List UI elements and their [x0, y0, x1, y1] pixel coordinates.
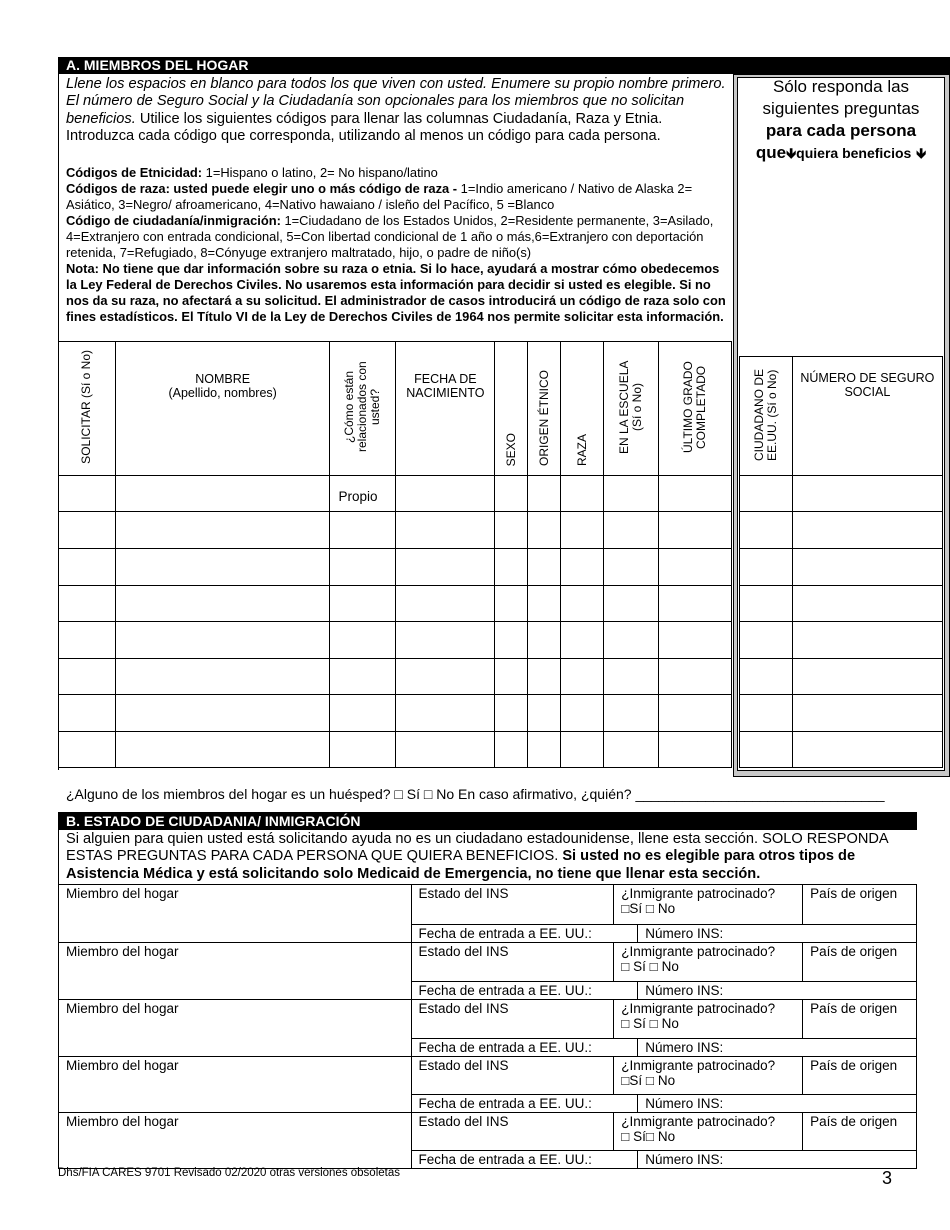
member-field[interactable]	[59, 885, 412, 943]
cell-ethnic[interactable]	[528, 732, 561, 768]
ins-status-field[interactable]	[411, 943, 614, 982]
cell-ethnic[interactable]	[528, 659, 561, 695]
guest-question[interactable]: ¿Alguno de los miembros del hogar es un huésped? □ Sí □ No En caso afirmativo, ¿quién? ________________________________	[66, 786, 885, 802]
cell-school[interactable]	[604, 512, 659, 549]
cell-race[interactable]	[561, 659, 604, 695]
member-field[interactable]	[59, 943, 412, 1000]
benefits-table	[739, 356, 943, 768]
cell-name[interactable]	[115, 476, 330, 512]
entry-date-field[interactable]	[411, 1039, 638, 1057]
benefits-row	[740, 549, 943, 586]
entry-date-field[interactable]	[411, 925, 638, 943]
cell-dob[interactable]	[396, 476, 495, 512]
section-b-instructions	[66, 831, 914, 883]
ins-number-field[interactable]	[638, 925, 917, 943]
header-dob-label: FECHA DE NACIMIENTO	[406, 372, 485, 400]
cell-school[interactable]	[604, 695, 659, 732]
cell-citizen[interactable]	[740, 732, 793, 768]
header-apply-label: SOLICITAR (Sí o No)	[79, 350, 94, 464]
sponsored-yes-no-checkbox[interactable]: □Sí □ No	[621, 901, 676, 916]
cell-ssn[interactable]	[792, 586, 942, 622]
entry-date-label: Fecha de entrada a EE. UU.:	[418, 1152, 592, 1167]
household-row	[59, 476, 732, 512]
sponsored-label: ¿Inmigrante patrocinado?	[621, 886, 776, 901]
ins-number-field[interactable]	[638, 1095, 917, 1113]
side-line-1: Sólo responda las siguientes preguntas	[762, 77, 920, 118]
entry-date-label: Fecha de entrada a EE. UU.:	[418, 926, 592, 941]
cell-school[interactable]	[604, 549, 659, 586]
form-id-footer: Dhs/FIA CARES 9701 Revisado 02/2020 otras versiones obsoletas	[58, 1167, 400, 1179]
citizenship-row	[59, 943, 917, 982]
cell-ssn[interactable]	[792, 476, 942, 512]
cell-apply[interactable]	[59, 695, 116, 732]
cell-school[interactable]	[604, 659, 659, 695]
benefits-row	[740, 512, 943, 549]
cell-relation[interactable]	[330, 549, 396, 586]
household-row	[59, 586, 732, 622]
cell-dob[interactable]	[396, 622, 495, 659]
cell-citizen[interactable]	[740, 622, 793, 659]
household-row	[59, 512, 732, 549]
cell-apply[interactable]	[59, 476, 116, 512]
cell-apply[interactable]	[59, 512, 116, 549]
cell-apply[interactable]	[59, 549, 116, 586]
section-b-title: B. ESTADO DE CIUDADANIA/ INMIGRACIÓN	[58, 812, 917, 830]
cell-grade[interactable]	[659, 695, 732, 732]
cell-sex[interactable]	[495, 659, 528, 695]
cell-dob[interactable]	[396, 512, 495, 549]
benefits-header-row	[740, 357, 943, 476]
country-label: País de origen	[810, 1058, 898, 1073]
entry-date-label: Fecha de entrada a EE. UU.:	[418, 983, 592, 998]
cell-name[interactable]	[115, 622, 330, 659]
entry-date-label: Fecha de entrada a EE. UU.:	[418, 1040, 592, 1055]
cell-ssn[interactable]	[792, 512, 942, 549]
cell-sex[interactable]	[495, 695, 528, 732]
sponsored-field[interactable]	[614, 943, 803, 982]
cell-grade[interactable]	[659, 512, 732, 549]
ins-number-label: Número INS:	[645, 1096, 724, 1111]
race-codes-label: Códigos de raza: usted puede elegir uno o más código de raza -	[66, 181, 461, 196]
cell-ethnic[interactable]	[528, 476, 561, 512]
cell-relation[interactable]	[330, 586, 396, 622]
cell-apply[interactable]	[59, 586, 116, 622]
cell-dob[interactable]	[396, 695, 495, 732]
header-race	[561, 342, 604, 476]
sponsored-field[interactable]	[614, 885, 803, 925]
header-apply	[59, 342, 116, 476]
citizenship-row	[59, 1057, 917, 1095]
header-relation-label: ¿Cómo están relacionados con usted?	[342, 361, 383, 453]
ins-number-label: Número INS:	[645, 983, 724, 998]
household-row	[59, 549, 732, 586]
citizenship-row	[59, 1000, 917, 1039]
race-codes-text: 1=Indio americano / Nativo de Alaska 2= Asiático, 3=Negro/ afroamericano, 4=Nativo hawaiano / isleño del Pacífico, 5 =Blanco	[66, 181, 693, 212]
cell-relation[interactable]	[330, 659, 396, 695]
member-label: Miembro del hogar	[66, 944, 179, 959]
benefits-row	[740, 659, 943, 695]
country-field[interactable]	[803, 1000, 917, 1039]
header-ssn	[792, 357, 942, 476]
side-line-2: para cada persona	[765, 121, 917, 140]
entry-date-field[interactable]	[411, 982, 638, 1000]
ins-number-label: Número INS:	[645, 1040, 724, 1055]
cell-relation[interactable]	[330, 695, 396, 732]
ins-number-label: Número INS:	[645, 1152, 724, 1167]
benefits-row	[740, 586, 943, 622]
header-dob	[396, 342, 495, 476]
entry-date-field[interactable]	[411, 1095, 638, 1113]
ins-number-label: Número INS:	[645, 926, 724, 941]
cell-name[interactable]	[115, 586, 330, 622]
member-label: Miembro del hogar	[66, 1001, 179, 1016]
cell-race[interactable]	[561, 732, 604, 768]
cell-school[interactable]	[604, 586, 659, 622]
cell-race[interactable]	[561, 695, 604, 732]
cell-ssn[interactable]	[792, 549, 942, 586]
ins-number-field[interactable]	[638, 1151, 917, 1169]
section-b-frame	[58, 830, 59, 885]
ins-status-label: Estado del INS	[418, 1058, 509, 1073]
country-label: País de origen	[810, 944, 898, 959]
citizenship-codes-text: 1=Ciudadano de los Estados Unidos, 2=Residente permanente, 3=Asilado, 4=Extranjero con entrada condicional, 5=Con libertad condicional de 1 año o más,6=Extranjero con deportación retenida, 7=Refugiado, 8=Cónyuge extranjero maltratado, hijo, o padre de niño(s)	[66, 213, 714, 260]
cell-relation[interactable]	[330, 622, 396, 659]
country-label: País de origen	[810, 1114, 898, 1129]
cell-ethnic[interactable]	[528, 695, 561, 732]
benefits-only-instructions	[740, 76, 942, 164]
header-school-label: EN LA ESCUELA (Sí o No)	[617, 360, 645, 454]
side-line-3a: que	[755, 143, 787, 162]
cell-citizen[interactable]	[740, 695, 793, 732]
cell-relation[interactable]	[330, 512, 396, 549]
cell-citizen[interactable]	[740, 586, 793, 622]
cell-race[interactable]	[561, 622, 604, 659]
section-a-instructions	[66, 76, 730, 145]
cell-apply[interactable]	[59, 732, 116, 768]
cell-sex[interactable]	[495, 586, 528, 622]
instructions-plain: Utilice los siguientes códigos para llenar las columnas Ciudadanía, Raza y Etnia. Introduzca cada código que corresponda, utilizando al menos un código para cada persona.	[66, 110, 663, 144]
sponsored-label: ¿Inmigrante patrocinado?	[621, 1058, 776, 1073]
citizenship-row	[59, 1113, 917, 1151]
sponsored-field[interactable]	[614, 1113, 803, 1151]
race-ethnicity-note: Nota: No tiene que dar información sobre su raza o etnia. Si lo hace, ayudará a mostrar cómo obedecemos la Ley Federal de Derechos Civiles. No usaremos esta información para decidir si usted es elegible. Si no nos da su raza, no afectará a su solicitud. El administrador de casos introducirá un código de raza solo con fines estadísticos. El Título VI de la Ley de Derechos Civiles de 1964 nos permite solicitar esta información.	[66, 261, 726, 324]
cell-sex[interactable]	[495, 622, 528, 659]
ethnicity-codes-text: 1=Hispano o latino, 2= No hispano/latino	[202, 165, 438, 180]
cell-grade[interactable]	[659, 476, 732, 512]
country-field[interactable]	[803, 1113, 917, 1151]
sponsored-field[interactable]	[614, 1057, 803, 1095]
cell-sex[interactable]	[495, 476, 528, 512]
cell-race[interactable]	[561, 549, 604, 586]
cell-dob[interactable]	[396, 659, 495, 695]
cell-name[interactable]	[115, 732, 330, 768]
cell-race[interactable]	[561, 512, 604, 549]
household-members-table	[58, 341, 732, 768]
member-label: Miembro del hogar	[66, 1058, 179, 1073]
country-field[interactable]	[803, 943, 917, 982]
household-row	[59, 695, 732, 732]
sponsored-yes-no-checkbox[interactable]: □ Sí □ No	[621, 1016, 679, 1031]
down-arrow-icon: 🡻	[786, 145, 797, 161]
header-school	[604, 342, 659, 476]
benefits-row	[740, 732, 943, 768]
header-ethnic-label: ORIGEN ÉTNICO	[536, 369, 551, 466]
header-citizen-label: CIUDADANO DE EE.UU. (Sí o No)	[751, 368, 779, 461]
household-header-row	[59, 342, 732, 476]
member-field[interactable]	[59, 1113, 412, 1169]
ins-status-label: Estado del INS	[418, 1001, 509, 1016]
member-label: Miembro del hogar	[66, 1114, 179, 1129]
header-sex	[495, 342, 528, 476]
header-ssn-label: NÚMERO DE SEGURO SOCIAL	[800, 371, 935, 399]
cell-ssn[interactable]	[792, 695, 942, 732]
header-name	[115, 342, 330, 476]
ethnicity-codes-label: Códigos de Etnicidad:	[66, 165, 203, 180]
sponsored-yes-no-checkbox[interactable]: □ Sí □ No	[621, 959, 679, 974]
ins-number-field[interactable]	[638, 1039, 917, 1057]
country-field[interactable]	[803, 885, 917, 925]
cell-grade[interactable]	[659, 622, 732, 659]
ins-status-field[interactable]	[411, 885, 614, 925]
citizenship-codes-label: Código de ciudadanía/inmigración:	[66, 213, 281, 228]
ins-status-field[interactable]	[411, 1057, 614, 1095]
ins-status-label: Estado del INS	[418, 944, 509, 959]
cell-ssn[interactable]	[792, 659, 942, 695]
cell-ethnic[interactable]	[528, 586, 561, 622]
header-grade-label: ÚLTIMO GRADO COMPLETADO	[681, 361, 709, 453]
cell-name[interactable]	[115, 659, 330, 695]
cell-relation[interactable]	[330, 476, 396, 512]
cell-school[interactable]	[604, 732, 659, 768]
cell-ssn[interactable]	[792, 622, 942, 659]
ins-status-field[interactable]	[411, 1000, 614, 1039]
cell-citizen[interactable]	[740, 659, 793, 695]
cell-school[interactable]	[604, 622, 659, 659]
citizenship-table	[58, 884, 917, 1169]
benefits-row	[740, 695, 943, 732]
cell-ethnic[interactable]	[528, 549, 561, 586]
cell-sex[interactable]	[495, 512, 528, 549]
cell-grade[interactable]	[659, 549, 732, 586]
household-row	[59, 622, 732, 659]
ins-number-field[interactable]	[638, 982, 917, 1000]
member-field[interactable]	[59, 1057, 412, 1113]
ins-status-label: Estado del INS	[418, 886, 509, 901]
household-row	[59, 732, 732, 768]
header-grade	[659, 342, 732, 476]
country-field[interactable]	[803, 1057, 917, 1095]
cell-citizen[interactable]	[740, 476, 793, 512]
section-a-title: A. MIEMBROS DEL HOGAR	[58, 57, 950, 74]
side-line-3b: quiera beneficios	[796, 145, 912, 161]
sponsored-yes-no-checkbox[interactable]: □Sí □ No	[621, 1073, 676, 1088]
cell-race[interactable]	[561, 586, 604, 622]
header-ethnic	[528, 342, 561, 476]
entry-date-field[interactable]	[411, 1151, 638, 1169]
header-citizen	[740, 357, 793, 476]
cell-citizen[interactable]	[740, 549, 793, 586]
cell-dob[interactable]	[396, 586, 495, 622]
cell-ethnic[interactable]	[528, 622, 561, 659]
down-arrow-icon-2: 🡻	[916, 145, 927, 161]
cell-grade[interactable]	[659, 586, 732, 622]
section-b-instructions-bold: Si usted no es elegible para otros tipos de Asistencia Médica y está solicitando solo Medicaid de Emergencia, no tiene que llenar esta sección.	[66, 848, 856, 882]
member-field[interactable]	[59, 1000, 412, 1057]
sponsored-field[interactable]	[614, 1000, 803, 1039]
cell-citizen[interactable]	[740, 512, 793, 549]
header-name-label: NOMBRE	[195, 372, 251, 386]
page-number: 3	[882, 1168, 893, 1188]
entry-date-label: Fecha de entrada a EE. UU.:	[418, 1096, 592, 1111]
sponsored-label: ¿Inmigrante patrocinado?	[621, 1001, 776, 1016]
cell-grade[interactable]	[659, 732, 732, 768]
cell-name[interactable]	[115, 695, 330, 732]
cell-dob[interactable]	[396, 549, 495, 586]
benefits-row	[740, 476, 943, 512]
header-relation	[330, 342, 396, 476]
sponsored-label: ¿Inmigrante patrocinado?	[621, 944, 776, 959]
cell-sex[interactable]	[495, 549, 528, 586]
header-sex-label: SEXO	[503, 432, 518, 466]
citizenship-row	[59, 885, 917, 925]
member-label: Miembro del hogar	[66, 886, 179, 901]
cell-apply[interactable]	[59, 622, 116, 659]
country-label: País de origen	[810, 886, 898, 901]
section-b-instructions-plain: Si alguien para quien usted está solicitando ayuda no es un ciudadano estadounidense, llene esta sección. SOLO RESPONDA ESTAS PREGUNTAS PARA CADA PERSONA QUE QUIERA BENEFICIOS.	[66, 831, 888, 865]
cell-name[interactable]	[115, 549, 330, 586]
cell-ethnic[interactable]	[528, 512, 561, 549]
cell-ssn[interactable]	[792, 732, 942, 768]
cell-grade[interactable]	[659, 659, 732, 695]
code-legend	[66, 165, 732, 325]
benefits-row	[740, 622, 943, 659]
header-race-label: RAZA	[574, 433, 589, 466]
cell-apply[interactable]	[59, 659, 116, 695]
ins-status-label: Estado del INS	[418, 1114, 509, 1129]
cell-race[interactable]	[561, 476, 604, 512]
relation-self: Propio	[338, 489, 378, 504]
header-name-sub: (Apellido, nombres)	[168, 386, 277, 400]
instructions-italic: Llene los espacios en blanco para todos los que viven con usted. Enumere su propio nombre primero. El número de Seguro Social y la Ciudadanía son opcionales para los miembros que no solicitan beneficios.	[66, 76, 726, 127]
country-label: País de origen	[810, 1001, 898, 1016]
cell-name[interactable]	[115, 512, 330, 549]
sponsored-yes-no-checkbox[interactable]: □ Sí□ No	[621, 1129, 676, 1144]
cell-school[interactable]	[604, 476, 659, 512]
household-row	[59, 659, 732, 695]
sponsored-label: ¿Inmigrante patrocinado?	[621, 1114, 776, 1129]
cell-dob[interactable]	[396, 732, 495, 768]
cell-sex[interactable]	[495, 732, 528, 768]
ins-status-field[interactable]	[411, 1113, 614, 1151]
cell-relation[interactable]	[330, 732, 396, 768]
